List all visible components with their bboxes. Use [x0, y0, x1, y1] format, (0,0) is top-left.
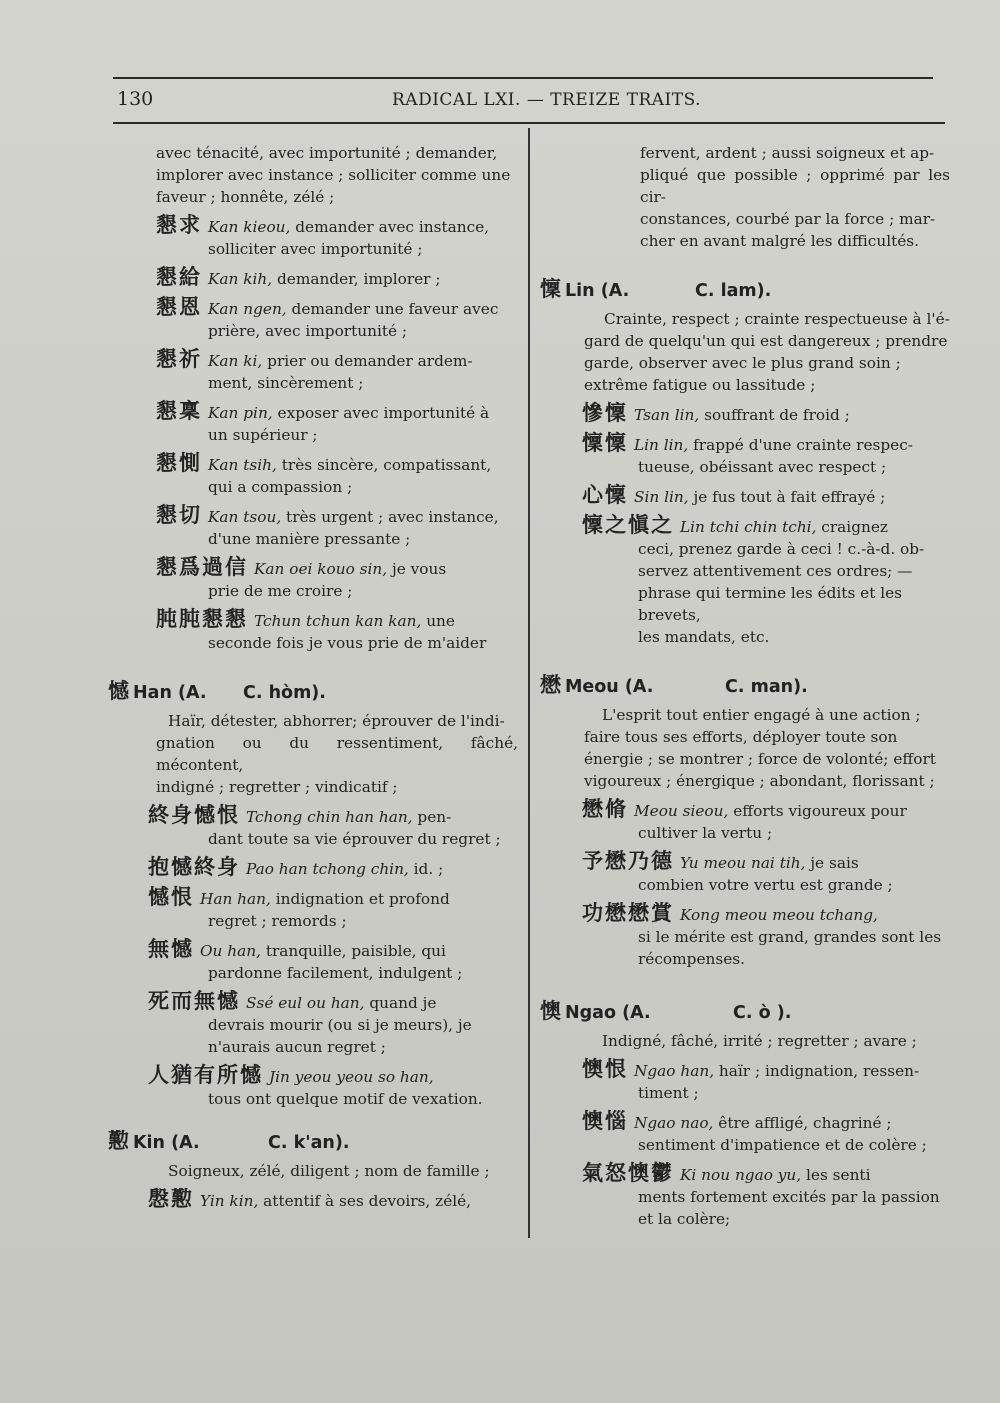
continued-paragraph [108, 142, 518, 208]
text-line: Soigneux, zélé, diligent ; nom de famille ; [168, 1162, 490, 1180]
headword-cantonese: C. hòm). [243, 683, 326, 703]
entry-first-line [156, 400, 518, 424]
chinese-characters: 死而無憾 [148, 989, 240, 1013]
page-number: 130 [117, 88, 154, 110]
romanization: Kan tsih, [208, 456, 277, 474]
compound-entry [108, 348, 518, 394]
compound-entry [540, 850, 950, 896]
continued-paragraph [540, 142, 950, 252]
text-line: vigoureux ; énergique ; abondant, florissant ; [584, 772, 935, 790]
compound-entry [540, 902, 950, 970]
headword-mandarin: Ngao (A. [565, 1003, 651, 1023]
left-column [108, 142, 518, 1212]
text-line: garde, observer avec le plus grand soin ; [584, 354, 901, 372]
romanization: Lin tchi chin tchi, [680, 518, 817, 536]
compound-entry [108, 804, 518, 850]
chinese-characters: 氣怒懊鬱 [582, 1161, 674, 1185]
definition-continuation: dant toute sa vie éprouver du regret ; [208, 830, 501, 848]
entry-first-line [582, 402, 950, 426]
headword-mandarin: Meou (A. [565, 677, 654, 697]
definition-text: haïr ; indignation, ressen- [714, 1062, 920, 1080]
romanization: Meou sieou, [634, 802, 729, 820]
definition-text: je vous [387, 560, 447, 578]
compound-entry [108, 214, 518, 260]
compound-entry [108, 296, 518, 342]
definition-continuation: ments fortement excités par la passion [638, 1188, 940, 1206]
definition-text: quand je [364, 994, 437, 1012]
definition-text: pen- [412, 808, 452, 826]
compound-entry [108, 1064, 518, 1110]
definition-continuation: sentiment d'impatience et de colère ; [638, 1136, 927, 1154]
chinese-characters: 懍懍 [582, 431, 628, 455]
text-line: faveur ; honnête, zélé ; [156, 188, 335, 206]
definition-text: je sais [805, 854, 859, 872]
text-line: implorer avec instance ; solliciter comme une [156, 166, 511, 184]
romanization: Ngao nao, [634, 1114, 714, 1132]
entry-first-line [148, 938, 518, 962]
text-line: avec ténacité, avec importunité ; demander, [156, 144, 498, 162]
definition-ngao [540, 1030, 950, 1052]
entry-first-line [156, 214, 518, 238]
definition-text: demander avec instance, [290, 218, 490, 236]
definition-continuation: seconde fois je vous prie de m'aider [208, 634, 487, 652]
entry-first-line [148, 804, 518, 828]
definition-continuation: si le mérite est grand, grandes sont les [638, 928, 942, 946]
chinese-characters: 懇給 [156, 265, 202, 289]
text-line: indigné ; regretter ; vindicatif ; [156, 778, 398, 796]
definition-text: attentif à ses devoirs, zélé, [258, 1192, 472, 1210]
entry-first-line [582, 432, 950, 456]
compound-entry [108, 990, 518, 1058]
definition-text: frappé d'une crainte respec- [688, 436, 913, 454]
compound-entry [540, 1162, 950, 1230]
text-line: Haïr, détester, abhorrer; éprouver de l'indi- [168, 712, 505, 730]
chinese-characters: 懇切 [156, 503, 202, 527]
entry-first-line [148, 1064, 518, 1088]
lin-compound-list [540, 402, 950, 648]
entry-first-line [148, 990, 518, 1014]
compound-entry [540, 1110, 950, 1156]
headword-character: 懊 [540, 999, 561, 1023]
definition-text: une [421, 612, 455, 630]
entry-first-line [582, 1058, 950, 1082]
chinese-characters: 懊惱 [582, 1109, 628, 1133]
right-column [540, 142, 950, 1230]
definition-meou [540, 704, 950, 792]
definition-continuation: pardonne facilement, indulgent ; [208, 964, 463, 982]
headword-mandarin: Lin (A. [565, 281, 630, 301]
text-line: énergie ; se montrer ; force de volonté; effort [584, 750, 936, 768]
compound-entry [540, 432, 950, 478]
chinese-characters: 懋脩 [582, 797, 628, 821]
text-line: L'esprit tout entier engagé à une action ; [602, 706, 921, 724]
entry-first-line [582, 798, 950, 822]
headword-cantonese: C. lam). [695, 281, 772, 301]
romanization: Yu meou nai tih, [680, 854, 806, 872]
text-line: gnation ou du ressentiment, fâché, mécontent, [156, 734, 518, 774]
romanization: Han han, [200, 890, 271, 908]
entry-heading-meou [540, 674, 950, 698]
definition-continuation: qui a compassion ; [208, 478, 353, 496]
definition-continuation: ment, sincèrement ; [208, 374, 364, 392]
definition-continuation: timent ; [638, 1084, 699, 1102]
compound-entry [540, 1058, 950, 1104]
compound-entry [108, 266, 518, 290]
chinese-characters: 懇惻 [156, 451, 202, 475]
headword-character: 懍 [540, 277, 561, 301]
entry-first-line [582, 1110, 950, 1134]
compound-entry [108, 452, 518, 498]
definition-continuation: et la colère; [638, 1210, 731, 1228]
entry-first-line [582, 484, 950, 508]
definition-text: demander une faveur avec [286, 300, 499, 318]
definition-continuation: devrais mourir (ou si je meurs), je [208, 1016, 472, 1034]
chinese-characters: 肫肫懇懇 [156, 607, 248, 631]
compound-entry [108, 608, 518, 654]
romanization: Pao han tchong chin, [246, 860, 409, 878]
chinese-characters: 終身憾恨 [148, 803, 240, 827]
entry-first-line [582, 1162, 950, 1186]
definition-text: les senti [801, 1166, 871, 1184]
headword-cantonese: C. ò ). [733, 1003, 792, 1023]
romanization: Ngao han, [634, 1062, 715, 1080]
entry-first-line [156, 348, 518, 372]
definition-text: demander, implorer ; [272, 270, 441, 288]
entry-first-line [156, 452, 518, 476]
definition-text: efforts vigoureux pour [728, 802, 907, 820]
kin-compound-list [108, 1188, 518, 1212]
romanization: Ou han, [200, 942, 261, 960]
romanization: Kan kieou, [208, 218, 291, 236]
definition-text: exposer avec importunité à [272, 404, 490, 422]
chinese-characters: 無憾 [148, 937, 194, 961]
text-line: extrême fatigue ou lassitude ; [584, 376, 816, 394]
definition-text: très sincère, compatissant, [276, 456, 492, 474]
ngao-compound-list [540, 1058, 950, 1230]
entry-first-line [156, 296, 518, 320]
definition-continuation: regret ; remords ; [208, 912, 347, 930]
headword-cantonese: C. k'an). [268, 1133, 350, 1153]
romanization: Sin lin, [634, 488, 689, 506]
headword-cantonese: C. man). [725, 677, 808, 697]
definition-continuation: phrase qui termine les édits et les brevets, [638, 584, 903, 624]
entry-first-line [582, 850, 950, 874]
entry-first-line [582, 514, 950, 538]
text-line: faire tous ses efforts, déployer toute son [584, 728, 898, 746]
romanization: Kan ngen, [208, 300, 287, 318]
header-rule-top [113, 77, 933, 79]
definition-continuation: ceci, prenez garde à ceci ! c.-à-d. ob- [638, 540, 925, 558]
definition-lin [540, 308, 950, 396]
chinese-characters: 懇爲過信 [156, 555, 248, 579]
compound-entry [540, 484, 950, 508]
entry-first-line [148, 886, 518, 910]
text-line: gard de quelqu'un qui est dangereux ; prendre [584, 332, 948, 350]
romanization: Tchong chin han han, [246, 808, 413, 826]
definition-text: craignez [816, 518, 888, 536]
definition-text: être affligé, chagriné ; [713, 1114, 892, 1132]
column-separator [528, 128, 530, 1238]
compound-entry [108, 886, 518, 932]
romanization: Ki nou ngao yu, [680, 1166, 802, 1184]
romanization: Tsan lin, [634, 406, 700, 424]
definition-continuation: n'aurais aucun regret ; [208, 1038, 386, 1056]
headword-mandarin: Han (A. [133, 683, 207, 703]
entry-first-line [156, 504, 518, 528]
compound-entry [540, 514, 950, 648]
chinese-characters: 予懋乃德 [582, 849, 674, 873]
definition-continuation: un supérieur ; [208, 426, 318, 444]
header-rule-bottom [113, 122, 945, 124]
chinese-characters: 懇祈 [156, 347, 202, 371]
entry-first-line [148, 856, 518, 880]
definition-text: je fus tout à fait effrayé ; [688, 488, 886, 506]
chinese-characters: 心懍 [582, 483, 628, 507]
definition-text: prier ou demander ardem- [262, 352, 473, 370]
entry-first-line [148, 1188, 518, 1212]
definition-continuation: solliciter avec importunité ; [208, 240, 423, 258]
romanization: Ssé eul ou han, [246, 994, 365, 1012]
compound-entry [540, 798, 950, 844]
romanization: Kan pin, [208, 404, 273, 422]
text-line: Indigné, fâché, irrité ; regretter ; avare ; [602, 1032, 917, 1050]
definition-continuation: tueuse, obéissant avec respect ; [638, 458, 887, 476]
headword-character: 憾 [108, 679, 129, 703]
romanization: Kan ki, [208, 352, 263, 370]
chinese-characters: 慇懃 [148, 1187, 194, 1211]
text-line: constances, courbé par la force ; mar- [640, 210, 936, 228]
definition-continuation: d'une manière pressante ; [208, 530, 411, 548]
running-header: RADICAL LXI. — TREIZE TRAITS. [392, 90, 702, 110]
definition-text: souffrant de froid ; [699, 406, 850, 424]
compound-entry [108, 856, 518, 880]
definition-text: id. ; [408, 860, 444, 878]
definition-continuation: prière, avec importunité ; [208, 322, 408, 340]
romanization: Kan kih, [208, 270, 273, 288]
text-line: fervent, ardent ; aussi soigneux et ap- [640, 144, 935, 162]
romanization: Lin lin, [634, 436, 689, 454]
compound-entry [540, 402, 950, 426]
definition-kin [108, 1160, 518, 1182]
kan-compound-list [108, 214, 518, 654]
romanization: Tchun tchun kan kan, [254, 612, 422, 630]
entry-heading-han [108, 680, 518, 704]
romanization: Yin kin, [200, 1192, 259, 1210]
chinese-characters: 慘懍 [582, 401, 628, 425]
chinese-characters: 懇求 [156, 213, 202, 237]
entry-heading-kin [108, 1130, 518, 1154]
text-line: pliqué que possible ; opprimé par les cir- [640, 166, 950, 206]
compound-entry [108, 1188, 518, 1212]
compound-entry [108, 938, 518, 984]
definition-continuation: cultiver la vertu ; [638, 824, 773, 842]
chinese-characters: 懍之愼之 [582, 513, 674, 537]
entry-first-line [582, 902, 950, 926]
entry-first-line [156, 266, 518, 290]
definition-continuation: les mandats, etc. [638, 628, 770, 646]
headword-character: 懋 [540, 673, 561, 697]
chinese-characters: 懇恩 [156, 295, 202, 319]
text-line: Crainte, respect ; crainte respectueuse à l'é- [604, 310, 950, 328]
definition-text: indignation et profond [270, 890, 450, 908]
headword-mandarin: Kin (A. [133, 1133, 200, 1153]
chinese-characters: 抱憾終身 [148, 855, 240, 879]
definition-text: tranquille, paisible, qui [260, 942, 446, 960]
romanization: Jin yeou yeou so han, [269, 1068, 434, 1086]
definition-continuation: combien votre vertu est grande ; [638, 876, 893, 894]
compound-entry [108, 504, 518, 550]
compound-entry [108, 556, 518, 602]
chinese-characters: 憾恨 [148, 885, 194, 909]
entry-heading-lin [540, 278, 950, 302]
definition-han [108, 710, 518, 798]
meou-compound-list [540, 798, 950, 970]
chinese-characters: 懊恨 [582, 1057, 628, 1081]
definition-continuation: prie de me croire ; [208, 582, 353, 600]
headword-character: 懃 [108, 1129, 129, 1153]
definition-continuation: servez attentivement ces ordres; — [638, 562, 913, 580]
definition-continuation: tous ont quelque motif de vexation. [208, 1090, 483, 1108]
entry-heading-ngao [540, 1000, 950, 1024]
entry-first-line [156, 556, 518, 580]
chinese-characters: 人猶有所憾 [148, 1063, 263, 1087]
han-compound-list [108, 804, 518, 1110]
definition-text: très urgent ; avec instance, [281, 508, 499, 526]
entry-first-line [156, 608, 518, 632]
chinese-characters: 懇稟 [156, 399, 202, 423]
romanization: Kan tsou, [208, 508, 282, 526]
text-line: cher en avant malgré les difficultés. [640, 232, 920, 250]
chinese-characters: 功懋懋賞 [582, 901, 674, 925]
definition-continuation: récompenses. [638, 950, 745, 968]
compound-entry [108, 400, 518, 446]
romanization: Kong meou meou tchang, [680, 906, 878, 924]
romanization: Kan oei kouo sin, [254, 560, 388, 578]
